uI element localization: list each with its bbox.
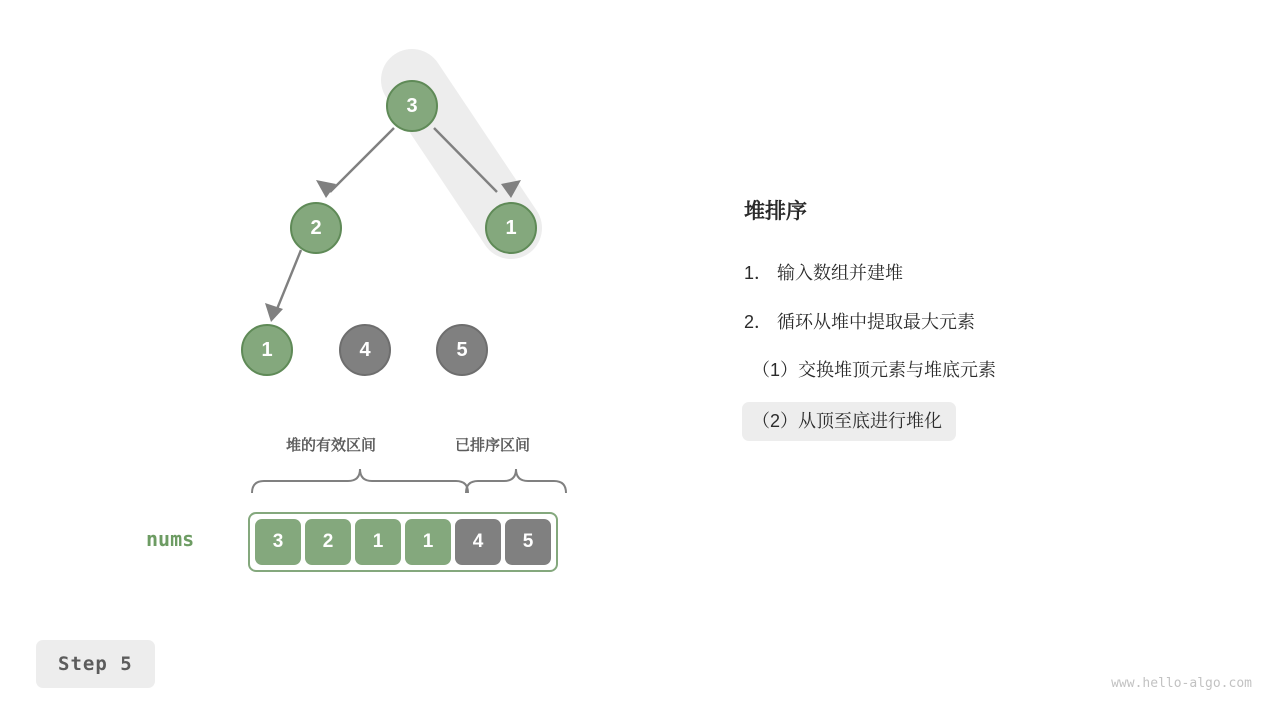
array-cell-value: 2: [322, 531, 334, 552]
array-cell: [255, 519, 301, 565]
heap-range-label: 堆的有效区间: [286, 437, 377, 454]
array-cell-value: 3: [272, 531, 284, 552]
array-cell-value: 1: [422, 531, 434, 552]
explanation-panel: [744, 195, 1244, 461]
array-container: [248, 512, 558, 572]
step-2-sub-1: （1）交换堆顶元素与堆底元素: [752, 360, 997, 381]
step-1: 1． 输入数组并建堆: [744, 263, 904, 283]
array-cell-value: 5: [522, 531, 534, 552]
array-cell: [305, 519, 351, 565]
tree-node-value: 1: [261, 338, 273, 361]
array-cell: [405, 519, 451, 565]
tree-node-leaf-1: [241, 324, 293, 376]
tree-node-root: [386, 80, 438, 132]
array-name-label: nums: [146, 527, 195, 551]
step-2-sub-2: （2）从顶至底进行堆化: [742, 402, 956, 442]
array-cell-value: 1: [372, 531, 384, 552]
heap-range-brace: [252, 469, 468, 493]
tree-node-value: 4: [359, 338, 371, 361]
step-badge: Step 5: [36, 640, 155, 688]
tree-node-value: 5: [456, 338, 468, 361]
tree-node-value: 2: [310, 216, 322, 239]
array-cell: [455, 519, 501, 565]
array-cell: [355, 519, 401, 565]
sorted-range-brace: [466, 469, 566, 493]
tree-node-value: 1: [505, 216, 517, 239]
watermark: www.hello-algo.com: [1111, 676, 1252, 691]
array-cell: [505, 519, 551, 565]
tree-node-leaf-3: [436, 324, 488, 376]
step-2: 2． 循环从堆中提取最大元素: [744, 311, 976, 332]
tree-node-leaf-2: [339, 324, 391, 376]
sorted-range-label: 已排序区间: [455, 437, 531, 454]
tree-node-left: [290, 202, 342, 254]
tree-node-value: 3: [406, 94, 418, 117]
panel-title: 堆排序: [744, 200, 807, 223]
tree-node-right: [485, 202, 537, 254]
array-cell-value: 4: [472, 531, 484, 552]
